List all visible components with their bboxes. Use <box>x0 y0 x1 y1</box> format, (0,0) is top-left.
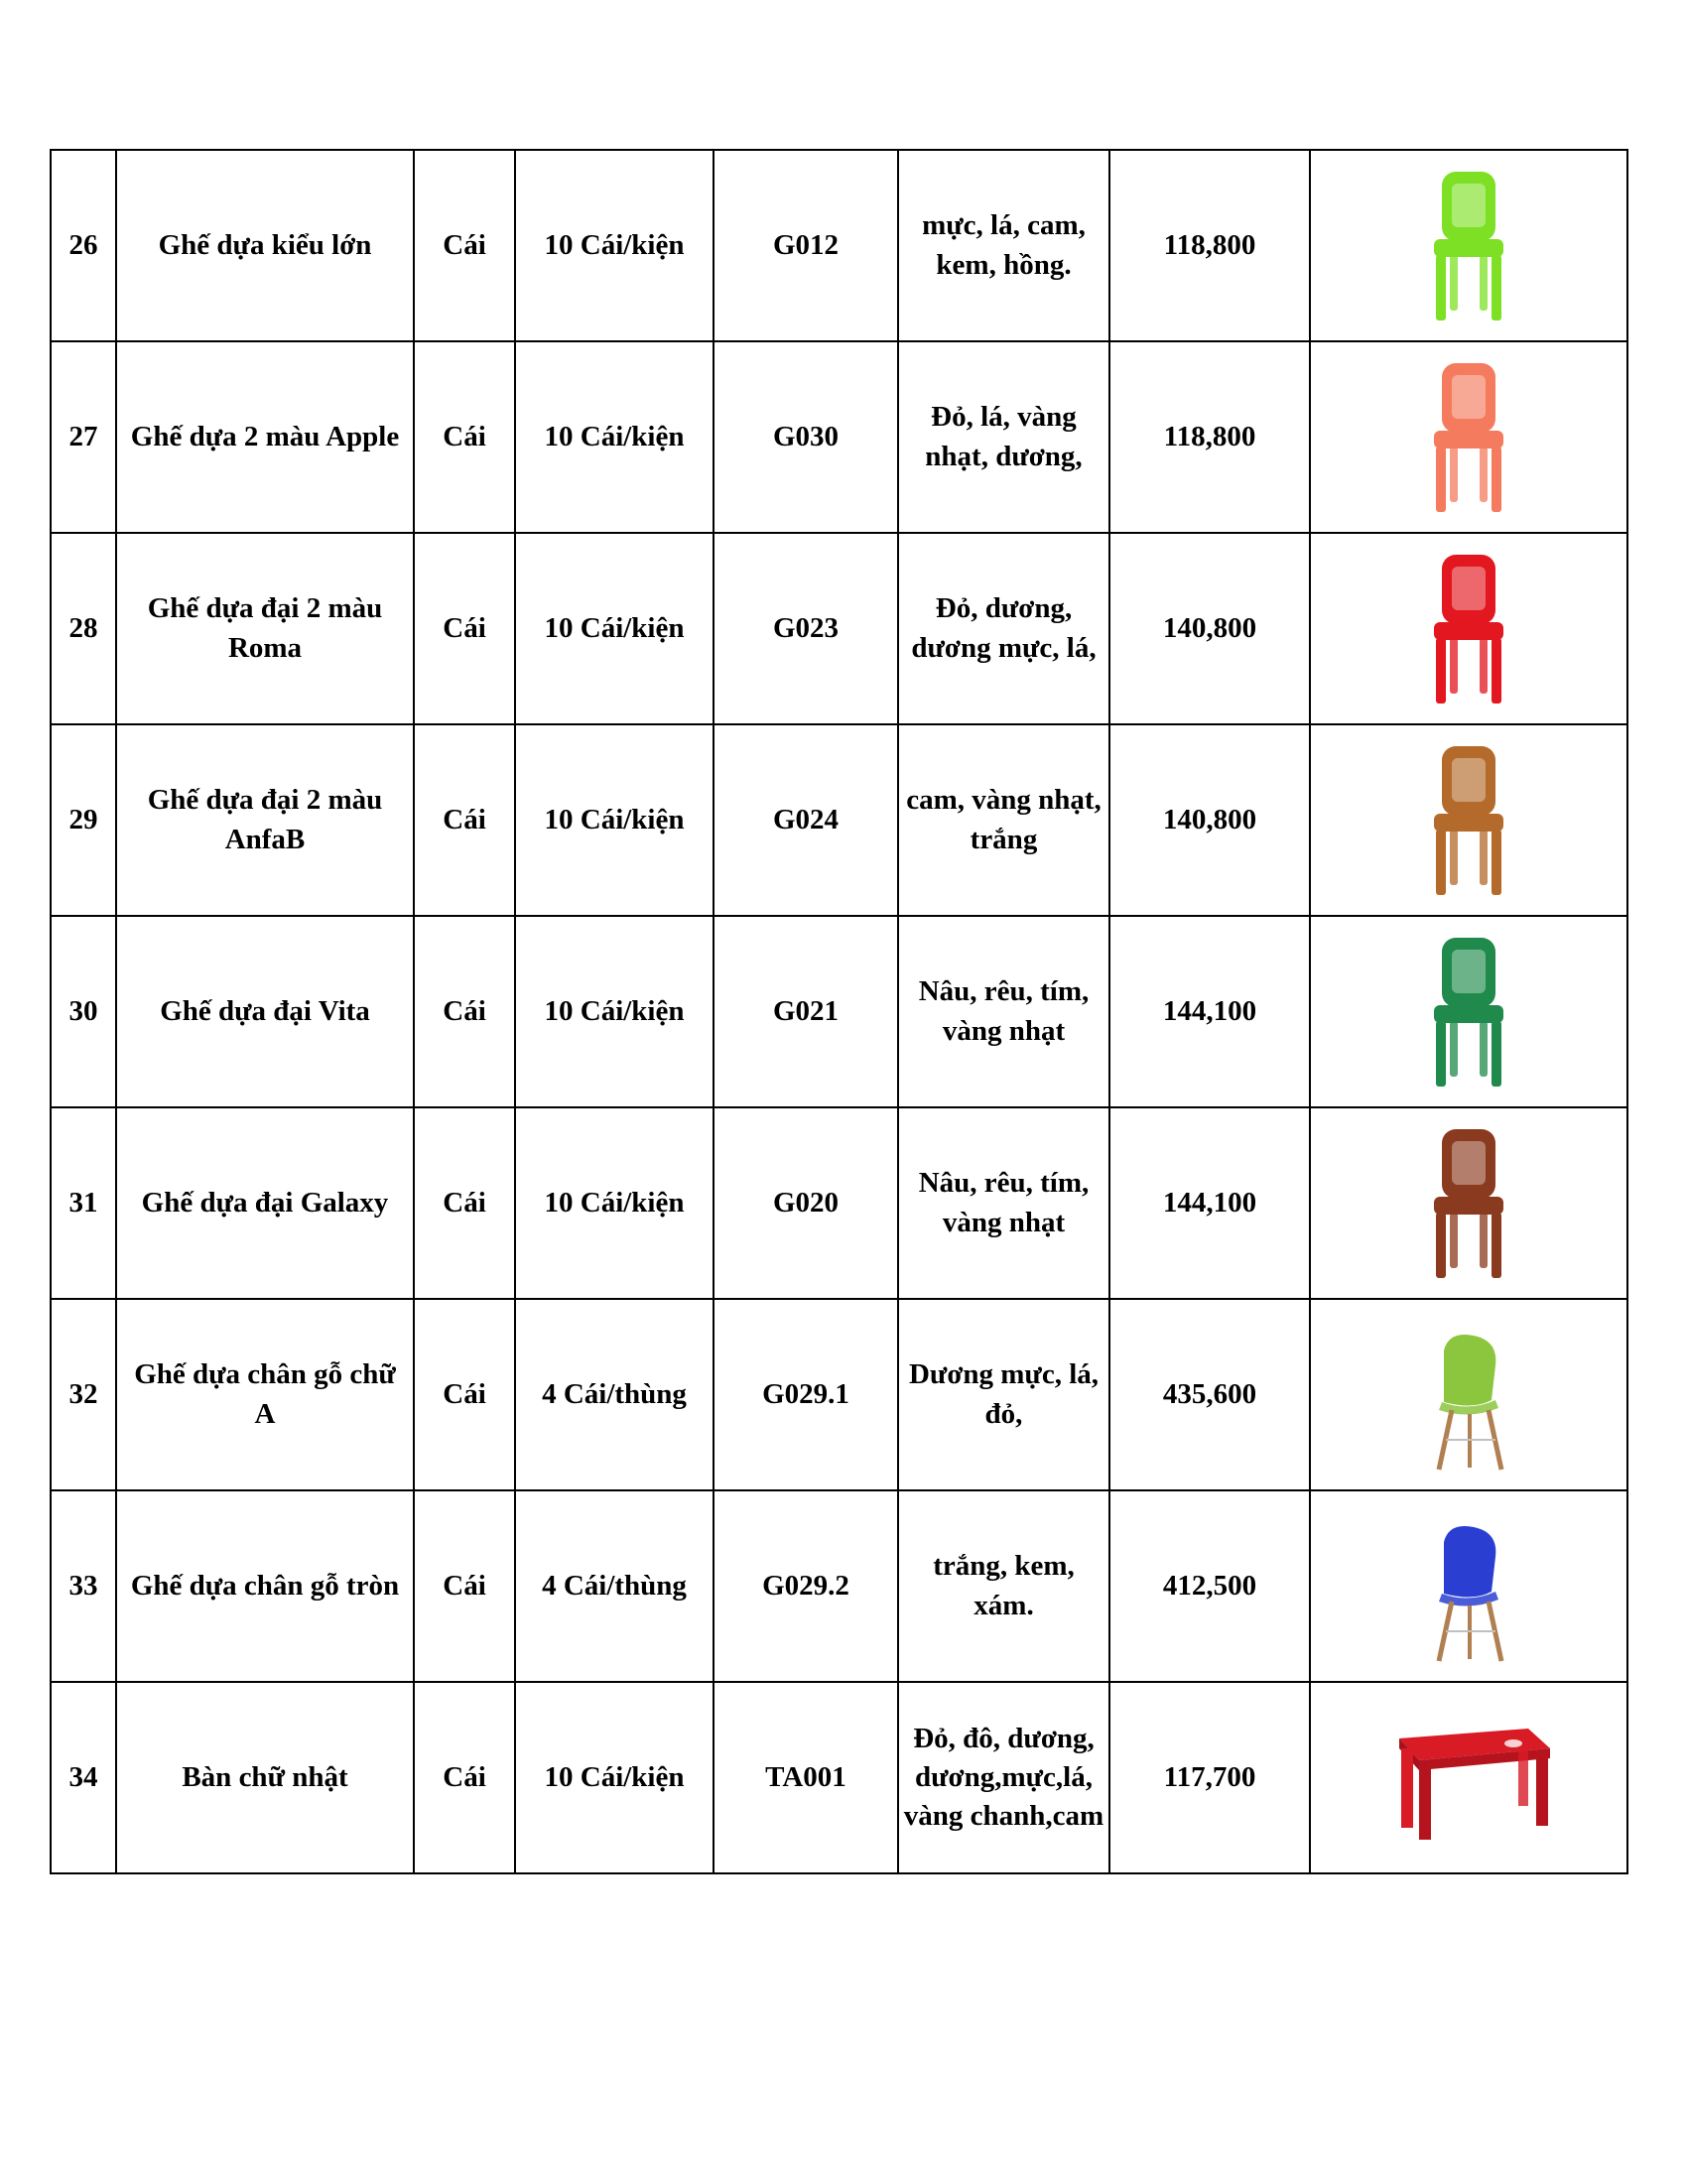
unit-cell <box>414 1107 515 1299</box>
brown-plastic-chair-icon <box>1404 736 1533 905</box>
unit-price: 144,100 <box>1162 994 1257 1027</box>
product-code: G024 <box>772 803 840 835</box>
available-colors-cell <box>898 341 1109 533</box>
product-name-cell <box>116 1490 414 1682</box>
available-colors: trắng, kem, xám. <box>933 1550 1075 1621</box>
price-table-body <box>51 150 1627 1873</box>
product-code-cell <box>714 1299 898 1490</box>
unit-price-cell <box>1109 1107 1310 1299</box>
row-number-cell <box>51 724 116 916</box>
orange-plastic-chair-icon <box>1404 353 1533 522</box>
unit-cell <box>414 916 515 1107</box>
available-colors-cell <box>898 1107 1109 1299</box>
packing: 10 Cái/kiện <box>544 1760 685 1793</box>
product-code: G021 <box>772 994 840 1027</box>
unit: Cái <box>443 1569 486 1602</box>
unit-price: 117,700 <box>1163 1760 1256 1793</box>
wood-leg-chair-icon <box>1404 1502 1533 1671</box>
available-colors: Đỏ, lá, vàng nhạt, dương, <box>925 401 1083 472</box>
row-number-cell <box>51 1107 116 1299</box>
row-number: 30 <box>68 994 98 1027</box>
unit: Cái <box>443 420 486 452</box>
product-name-cell <box>116 1107 414 1299</box>
available-colors: Đỏ, đô, dương, dương,mực,lá, vàng chanh,cam <box>903 1722 1104 1833</box>
row-number-cell <box>51 1299 116 1490</box>
product-code-cell <box>714 150 898 341</box>
unit-price-cell <box>1109 1299 1310 1490</box>
unit-price-cell <box>1109 150 1310 341</box>
table-row <box>51 150 1627 341</box>
unit-cell <box>414 533 515 724</box>
wood-leg-chair-icon <box>1404 1311 1533 1479</box>
unit-price: 118,800 <box>1163 228 1256 261</box>
price-table <box>50 149 1628 1874</box>
packing-cell <box>515 1490 714 1682</box>
available-colors-cell <box>898 1299 1109 1490</box>
table-row <box>51 1682 1627 1873</box>
available-colors-cell <box>898 150 1109 341</box>
table-row <box>51 724 1627 916</box>
product-name-cell <box>116 1682 414 1873</box>
product-name: Bàn chữ nhật <box>182 1760 348 1793</box>
product-code: G020 <box>772 1186 840 1219</box>
product-code-cell <box>714 724 898 916</box>
unit-cell <box>414 1299 515 1490</box>
product-image-cell <box>1310 1490 1627 1682</box>
product-name: Ghế dựa chân gỗ chữ A <box>134 1358 396 1430</box>
product-name: Ghế dựa đại 2 màu AnfaB <box>147 784 383 855</box>
available-colors-cell <box>898 724 1109 916</box>
unit-price-cell <box>1109 724 1310 916</box>
packing-cell <box>515 533 714 724</box>
product-image-cell <box>1310 724 1627 916</box>
product-name-cell <box>116 916 414 1107</box>
packing: 10 Cái/kiện <box>544 228 685 261</box>
row-number-cell <box>51 341 116 533</box>
unit: Cái <box>443 1760 486 1793</box>
product-code-cell <box>714 341 898 533</box>
table-row <box>51 533 1627 724</box>
row-number: 26 <box>68 228 98 261</box>
packing-cell <box>515 1299 714 1490</box>
product-image-cell <box>1310 916 1627 1107</box>
unit: Cái <box>443 1186 486 1219</box>
available-colors: Đỏ, dương, dương mực, lá, <box>911 592 1097 664</box>
unit-price-cell <box>1109 1490 1310 1682</box>
product-image-cell <box>1310 150 1627 341</box>
available-colors: Dương mực, lá, đỏ, <box>908 1358 1100 1430</box>
unit: Cái <box>443 228 486 261</box>
product-name: Ghế dựa 2 màu Apple <box>130 420 400 452</box>
row-number: 34 <box>68 1760 98 1793</box>
packing-cell <box>515 916 714 1107</box>
unit-price-cell <box>1109 533 1310 724</box>
product-image-cell <box>1310 1107 1627 1299</box>
product-name-cell <box>116 150 414 341</box>
product-code: G023 <box>772 611 840 644</box>
available-colors: cam, vàng nhạt, trắng <box>906 784 1102 855</box>
unit-cell <box>414 150 515 341</box>
unit-price: 140,800 <box>1162 803 1257 835</box>
packing: 10 Cái/kiện <box>544 1186 685 1219</box>
row-number-cell <box>51 533 116 724</box>
product-name: Ghế dựa đại Galaxy <box>141 1186 389 1219</box>
unit-price: 140,800 <box>1162 611 1257 644</box>
packing-cell <box>515 1107 714 1299</box>
unit-price-cell <box>1109 1682 1310 1873</box>
unit: Cái <box>443 611 486 644</box>
packing: 10 Cái/kiện <box>544 803 685 835</box>
product-code: G012 <box>772 228 840 261</box>
unit-price: 118,800 <box>1163 420 1256 452</box>
product-name-cell <box>116 724 414 916</box>
row-number: 29 <box>68 803 98 835</box>
product-code-cell <box>714 1682 898 1873</box>
unit-price: 144,100 <box>1162 1186 1257 1219</box>
available-colors-cell <box>898 533 1109 724</box>
product-code: G030 <box>772 420 840 452</box>
unit-cell <box>414 1490 515 1682</box>
table-row <box>51 1490 1627 1682</box>
available-colors: Nâu, rêu, tím, vàng nhạt <box>918 975 1090 1047</box>
available-colors-cell <box>898 916 1109 1107</box>
packing: 4 Cái/thùng <box>542 1377 687 1410</box>
table-row <box>51 341 1627 533</box>
row-number: 27 <box>68 420 98 452</box>
table-row <box>51 1299 1627 1490</box>
packing-cell <box>515 724 714 916</box>
unit-cell <box>414 724 515 916</box>
unit-price-cell <box>1109 916 1310 1107</box>
table-row <box>51 916 1627 1107</box>
packing-cell <box>515 1682 714 1873</box>
available-colors: mực, lá, cam, kem, hồng. <box>922 209 1086 281</box>
row-number-cell <box>51 916 116 1107</box>
green-plastic-chair-icon <box>1404 928 1533 1096</box>
product-name: Ghế dựa đại Vita <box>160 994 370 1027</box>
product-name: Ghế dựa kiểu lớn <box>158 228 372 261</box>
product-code: G029.2 <box>762 1569 849 1602</box>
product-image-cell <box>1310 341 1627 533</box>
product-code: TA001 <box>765 1760 846 1793</box>
row-number-cell <box>51 1490 116 1682</box>
product-image-cell <box>1310 533 1627 724</box>
available-colors-cell <box>898 1490 1109 1682</box>
product-code-cell <box>714 1490 898 1682</box>
unit-cell <box>414 341 515 533</box>
unit: Cái <box>443 994 486 1027</box>
brown-plastic-chair-icon <box>1404 1119 1533 1288</box>
unit-price: 435,600 <box>1162 1377 1257 1410</box>
table-row <box>51 1107 1627 1299</box>
available-colors-cell <box>898 1682 1109 1873</box>
row-number: 32 <box>68 1377 98 1410</box>
product-code: G029.1 <box>762 1377 849 1410</box>
product-name-cell <box>116 341 414 533</box>
unit: Cái <box>443 1377 486 1410</box>
product-code-cell <box>714 533 898 724</box>
product-name: Ghế dựa chân gỗ tròn <box>130 1569 400 1602</box>
product-image-cell <box>1310 1682 1627 1873</box>
packing: 10 Cái/kiện <box>544 611 685 644</box>
row-number: 28 <box>68 611 98 644</box>
packing-cell <box>515 341 714 533</box>
unit-price-cell <box>1109 341 1310 533</box>
packing-cell <box>515 150 714 341</box>
row-number: 31 <box>68 1186 98 1219</box>
red-plastic-table-icon <box>1379 1709 1558 1848</box>
unit-price: 412,500 <box>1162 1569 1257 1602</box>
product-code-cell <box>714 916 898 1107</box>
available-colors: Nâu, rêu, tím, vàng nhạt <box>918 1167 1090 1238</box>
row-number: 33 <box>68 1569 98 1602</box>
packing: 10 Cái/kiện <box>544 420 685 452</box>
row-number-cell <box>51 150 116 341</box>
red-plastic-chair-icon <box>1404 545 1533 713</box>
green-plastic-chair-icon <box>1404 162 1533 330</box>
product-code-cell <box>714 1107 898 1299</box>
unit-cell <box>414 1682 515 1873</box>
product-image-cell <box>1310 1299 1627 1490</box>
product-name-cell <box>116 533 414 724</box>
product-name-cell <box>116 1299 414 1490</box>
packing: 4 Cái/thùng <box>542 1569 687 1602</box>
product-name: Ghế dựa đại 2 màu Roma <box>147 592 383 664</box>
row-number-cell <box>51 1682 116 1873</box>
unit: Cái <box>443 803 486 835</box>
packing: 10 Cái/kiện <box>544 994 685 1027</box>
